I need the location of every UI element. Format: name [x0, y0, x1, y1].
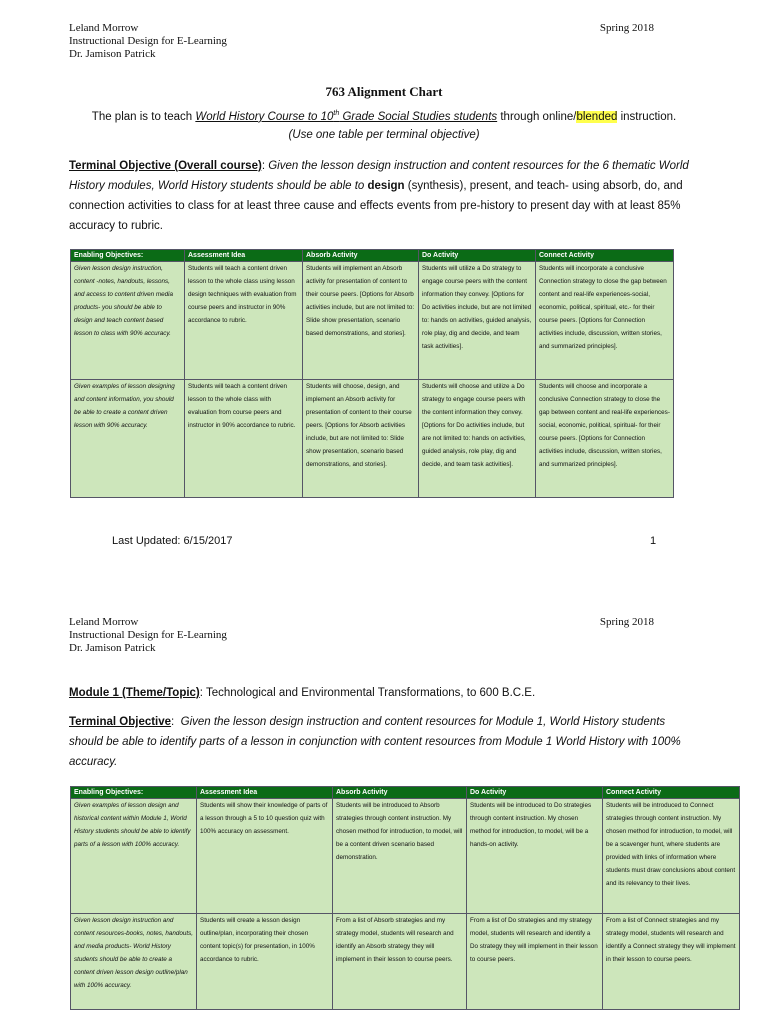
alignment-table-1 [70, 249, 674, 498]
header-connect: Connect Activity [536, 250, 674, 262]
header-assessment: Assessment Idea [185, 250, 303, 262]
page-header [69, 616, 227, 655]
page-number: 1 [650, 535, 657, 547]
terminal-objective-bold: design [367, 180, 405, 192]
table-cell: Students will teach a content driven lesson to the whole class using lesson design techniques with evaluation from course peers and instructor in 90% accordance to rubric. [185, 262, 303, 380]
table-row [71, 380, 674, 498]
plan-grade: Grade Social Studies students [339, 110, 498, 123]
plan-post: instruction. [617, 110, 677, 123]
alignment-table-2 [70, 786, 740, 1010]
module-label: Module 1 (Theme/Topic) [69, 687, 200, 699]
course-name: Instructional Design for E-Learning [69, 35, 227, 47]
terminal-objective-label: Terminal Objective [69, 716, 172, 728]
header-do: Do Activity [419, 250, 536, 262]
terminal-objective-label: Terminal Objective (Overall course) [69, 160, 262, 172]
plan-note: (Use one table per terminal objective) [288, 129, 480, 141]
table-cell: Students will create a lesson design outline/plan, incorporating their chosen content topic(s) for presentation, in 100% accordance to rubric. [197, 914, 333, 1010]
table-cell: Students will be introduced to Do strategies through content instruction. My chosen method for introduction, to model, will be a hands-on activity. [467, 799, 603, 914]
document-page-2 [0, 600, 768, 1024]
table-cell: Students will be introduced to Connect strategies through content instruction. My chosen method for introduction, to model, will be a scavenger hunt, where students are provided with links of information where students must draw conclusions about content and its relevancy to their lives. [603, 799, 740, 914]
terminal-objective: Terminal Objective: Given the lesson design instruction and content resources for Module 1, World History students should be able to identify parts of a lesson in conjunction with content resources from Module 1 World History with 100% accuracy. [69, 716, 681, 768]
table-cell: Given examples of lesson designing and content information, you should be able to create a content driven lesson with 90% accuracy. [71, 380, 185, 498]
instructor-name: Dr. Jamison Patrick [69, 48, 156, 60]
table-cell: Students will incorporate a conclusive Connection strategy to close the gap between content and real-life experiences-social, economic, political, spiritual, etc.- for their course peers. [Options for Connection activities include, discussion, written stories, and summarized principles]. [536, 262, 674, 380]
term-label: Spring 2018 [599, 22, 654, 34]
table-cell: From a list of Absorb strategies and my strategy model, students will research and identify an Absorb strategy they will implement in their lesson to course peers. [333, 914, 467, 1010]
author-name: Leland Morrow [69, 22, 139, 34]
page-title: 763 Alignment Chart [325, 84, 443, 99]
table-cell: Students will utilize a Do strategy to engage course peers with the content information they convey. [Options for Do activities include, but are not limited to: hands on activities, guided analysis, role play, dig and decide, and team task activities]. [419, 262, 536, 380]
header-enabling: Enabling Objectives: [71, 250, 185, 262]
last-updated: Last Updated: 6/15/2017 [112, 535, 233, 547]
table-cell: Students will implement an Absorb activity for presentation of content to their course peers. [Options for Absorb activities include, but are not limited to: Slide show presentation, scenario based demonstrations, and stories]. [303, 262, 419, 380]
table-cell: Students will choose and incorporate a conclusive Connection strategy to close the gap between content and real-life experiences-social, economic, political, spiritual- for their course peers. [Options for Connection activities include, discussion, written stories, and summarized principles]. [536, 380, 674, 498]
module-heading [69, 683, 699, 703]
header-connect: Connect Activity [603, 787, 740, 799]
plan-statement [0, 110, 768, 123]
header-enabling: Enabling Objectives: [71, 787, 197, 799]
header-do: Do Activity [467, 787, 603, 799]
table-cell: Students will choose, design, and implement an Absorb activity for presentation of content to their course peers. [Options for Absorb activities include, but are not limited to: Slide show presentation, scenario based demonstrations, and stories]. [303, 380, 419, 498]
header-absorb: Absorb Activity [303, 250, 419, 262]
table-cell: Given examples of lesson design and historical content within Module 1, World History students should be able to identify parts of a lesson with 100% accuracy. [71, 799, 197, 914]
table-cell: Given lesson design instruction and content resources-books, notes, handouts, and media products- World History students should be able to create a content driven lesson design outline/plan with 100% accuracy. [71, 914, 197, 1010]
table-cell: Students will choose and utilize a Do strategy to engage course peers with the content information they convey. [Options for Do activities include, but are not limited to: hands on activities, guided analysis, role play, dig and decide, and team task activities]. [419, 380, 536, 498]
table-cell: From a list of Do strategies and my strategy model, students will research and identify a Do strategy they will implement in their lesson to course peers. [467, 914, 603, 1010]
plan-course: World History Course to 10 [195, 110, 334, 123]
plan-mid: through online/ [497, 110, 577, 123]
table-header-row [71, 787, 740, 799]
course-name: Instructional Design for E-Learning [69, 629, 227, 641]
terminal-objective-text: Given the lesson design instruction and content resources for Module 1, World History students should be able to identify parts of a lesson in conjunction with content resources from Module 1 World History with 100% accuracy. [69, 716, 681, 768]
table-header-row [71, 250, 674, 262]
plan-sup: th [333, 110, 340, 117]
table-cell: Given lesson design instruction, content -notes, handouts, lessons, and access to content driven media products- you should be able to design and teach content based lesson to class with 90% accuracy. [71, 262, 185, 380]
term-label: Spring 2018 [599, 616, 654, 628]
plan-highlight: blended [576, 110, 618, 123]
table-row [71, 799, 740, 914]
table-row [71, 262, 674, 380]
terminal-objective-text-b: (synthesis), present, and teach- using absorb, do, and connection activities to class for at least three cause and effects events from pre-history to present day with at least 85% accuracy to rubric. [69, 180, 683, 232]
table-cell: Students will show their knowledge of parts of a lesson through a 5 to 10 question quiz with 100% accuracy on assessment. [197, 799, 333, 914]
table-cell: Students will teach a content driven lesson to the whole class with evaluation from course peers and instructor in 90% accordance to rubric. [185, 380, 303, 498]
table-cell: Students will be introduced to Absorb strategies through content instruction. My chosen method for introduction, to model, will be a content driven scenario based demonstration. [333, 799, 467, 914]
table-cell: From a list of Connect strategies and my strategy model, students will research and identify a Connect strategy they will implement in their lesson to course peers. [603, 914, 740, 1010]
table-row [71, 914, 740, 1010]
module-text: : Technological and Environmental Transformations, to 600 B.C.E. [199, 687, 536, 699]
header-absorb: Absorb Activity [333, 787, 467, 799]
terminal-objective-text-a: Given the lesson design instruction and content resources for the 6 thematic World History modules, World History students should be able to [69, 160, 689, 192]
plan-pre: The plan is to teach [91, 110, 196, 123]
page-header [69, 22, 227, 61]
instructor-name: Dr. Jamison Patrick [69, 642, 156, 654]
header-assessment: Assessment Idea [197, 787, 333, 799]
terminal-objective: Terminal Objective (Overall course): Given the lesson design instruction and content resources for the 6 thematic World History modules, World History students should be able to design (synthesis), present, and teach- using absorb, do, and connection activities to class for at least three cause and effects events from pre-history to present day with at least 85% accuracy to rubric. [69, 160, 689, 232]
author-name: Leland Morrow [69, 616, 139, 628]
